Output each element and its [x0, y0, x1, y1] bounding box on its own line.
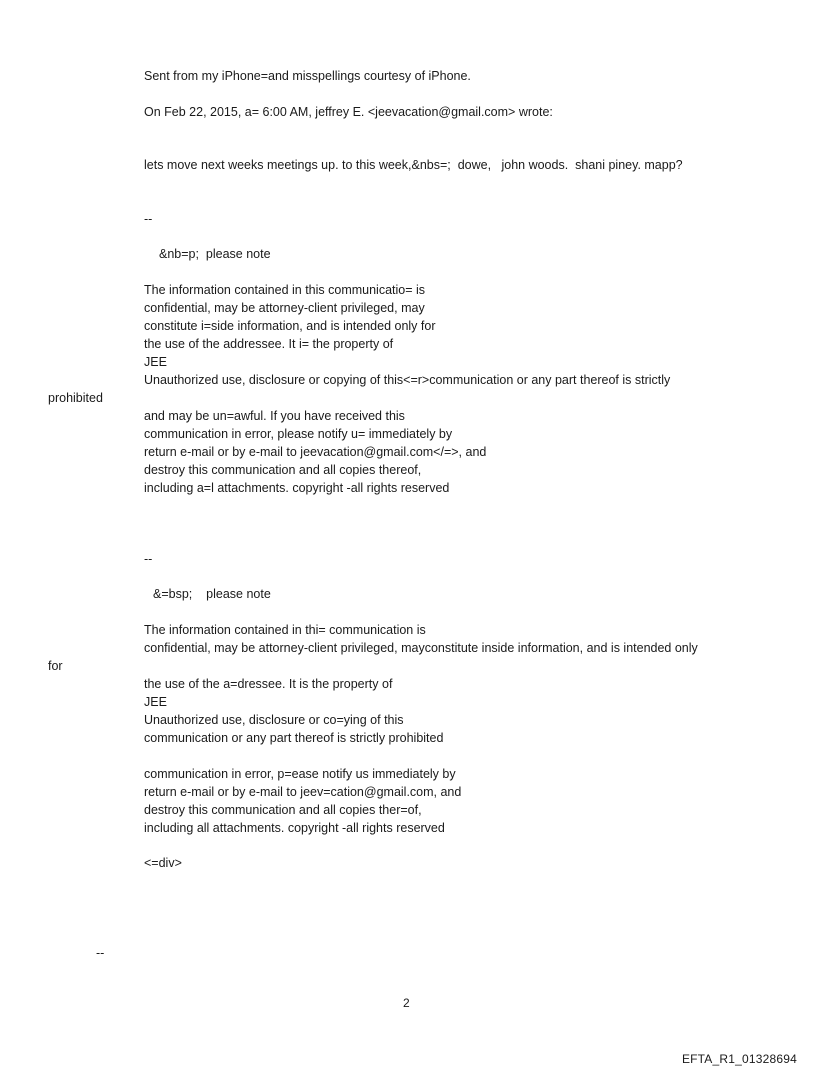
notice-1-heading: &nb=p; please note: [159, 247, 271, 261]
disclaimer-2-line-4: the use of the a=dressee. It is the property of: [144, 677, 393, 691]
disclaimer-1-line-11: destroy this communication and all copies thereof,: [144, 463, 422, 477]
email-signature-line: Sent from my iPhone=and misspellings courtesy of iPhone.: [144, 69, 471, 83]
disclaimer-2-line-8: communication in error, p=ease notify us immediately by: [144, 767, 456, 781]
disclaimer-1-line-2: confidential, may be attorney-client privileged, may: [144, 301, 425, 315]
disclaimer-2-line-10: destroy this communication and all copies ther=of,: [144, 803, 422, 817]
disclaimer-1-line-5: JEE: [144, 355, 167, 369]
disclaimer-2-line-2: confidential, may be attorney-client privileged, mayconstitute inside information, and is intended only: [144, 641, 698, 655]
disclaimer-1-line-6: Unauthorized use, disclosure or copying of this<=r>communication or any part thereof is strictly: [144, 373, 671, 387]
disclaimer-2-line-3: for: [48, 659, 63, 673]
page-number: 2: [403, 996, 410, 1010]
separator-3: --: [96, 946, 105, 960]
disclaimer-1-line-8: and may be un=awful. If you have received this: [144, 409, 405, 423]
quoted-email-header: On Feb 22, 2015, a= 6:00 AM, jeffrey E. <jeevacation@gmail.com> wrote:: [144, 105, 553, 119]
disclaimer-1-line-4: the use of the addressee. It i= the property of: [144, 337, 394, 351]
notice-2-heading: &=bsp; please note: [153, 587, 271, 601]
separator-2: --: [144, 552, 153, 566]
email-message: lets move next weeks meetings up. to this week,&nbs=; dowe, john woods. shani piney. mapp?: [144, 158, 683, 172]
disclaimer-2-line-6: Unauthorized use, disclosure or co=ying of this: [144, 713, 404, 727]
disclaimer-1-line-9: communication in error, please notify u= immediately by: [144, 427, 453, 441]
disclaimer-1-line-7: prohibited: [48, 391, 103, 405]
disclaimer-2-line-7: communication or any part thereof is strictly prohibited: [144, 731, 444, 745]
disclaimer-2-line-5: JEE: [144, 695, 167, 709]
disclaimer-2-line-11: including all attachments. copyright -all rights reserved: [144, 821, 445, 835]
closing-div-tag: <=div>: [144, 856, 182, 870]
document-id: EFTA_R1_01328694: [681, 1052, 797, 1066]
disclaimer-1-line-10: return e-mail or by e-mail to jeevacation@gmail.com</=>, and: [144, 445, 487, 459]
disclaimer-2-line-9: return e-mail or by e-mail to jeev=cation@gmail.com, and: [144, 785, 462, 799]
disclaimer-1-line-12: including a=l attachments. copyright -all rights reserved: [144, 481, 450, 495]
separator-1: --: [144, 212, 153, 226]
disclaimer-1-line-3: constitute i=side information, and is intended only for: [144, 319, 436, 333]
disclaimer-1-line-1: The information contained in this communicatio= is: [144, 283, 426, 297]
disclaimer-2-line-1: The information contained in thi= communication is: [144, 623, 426, 637]
